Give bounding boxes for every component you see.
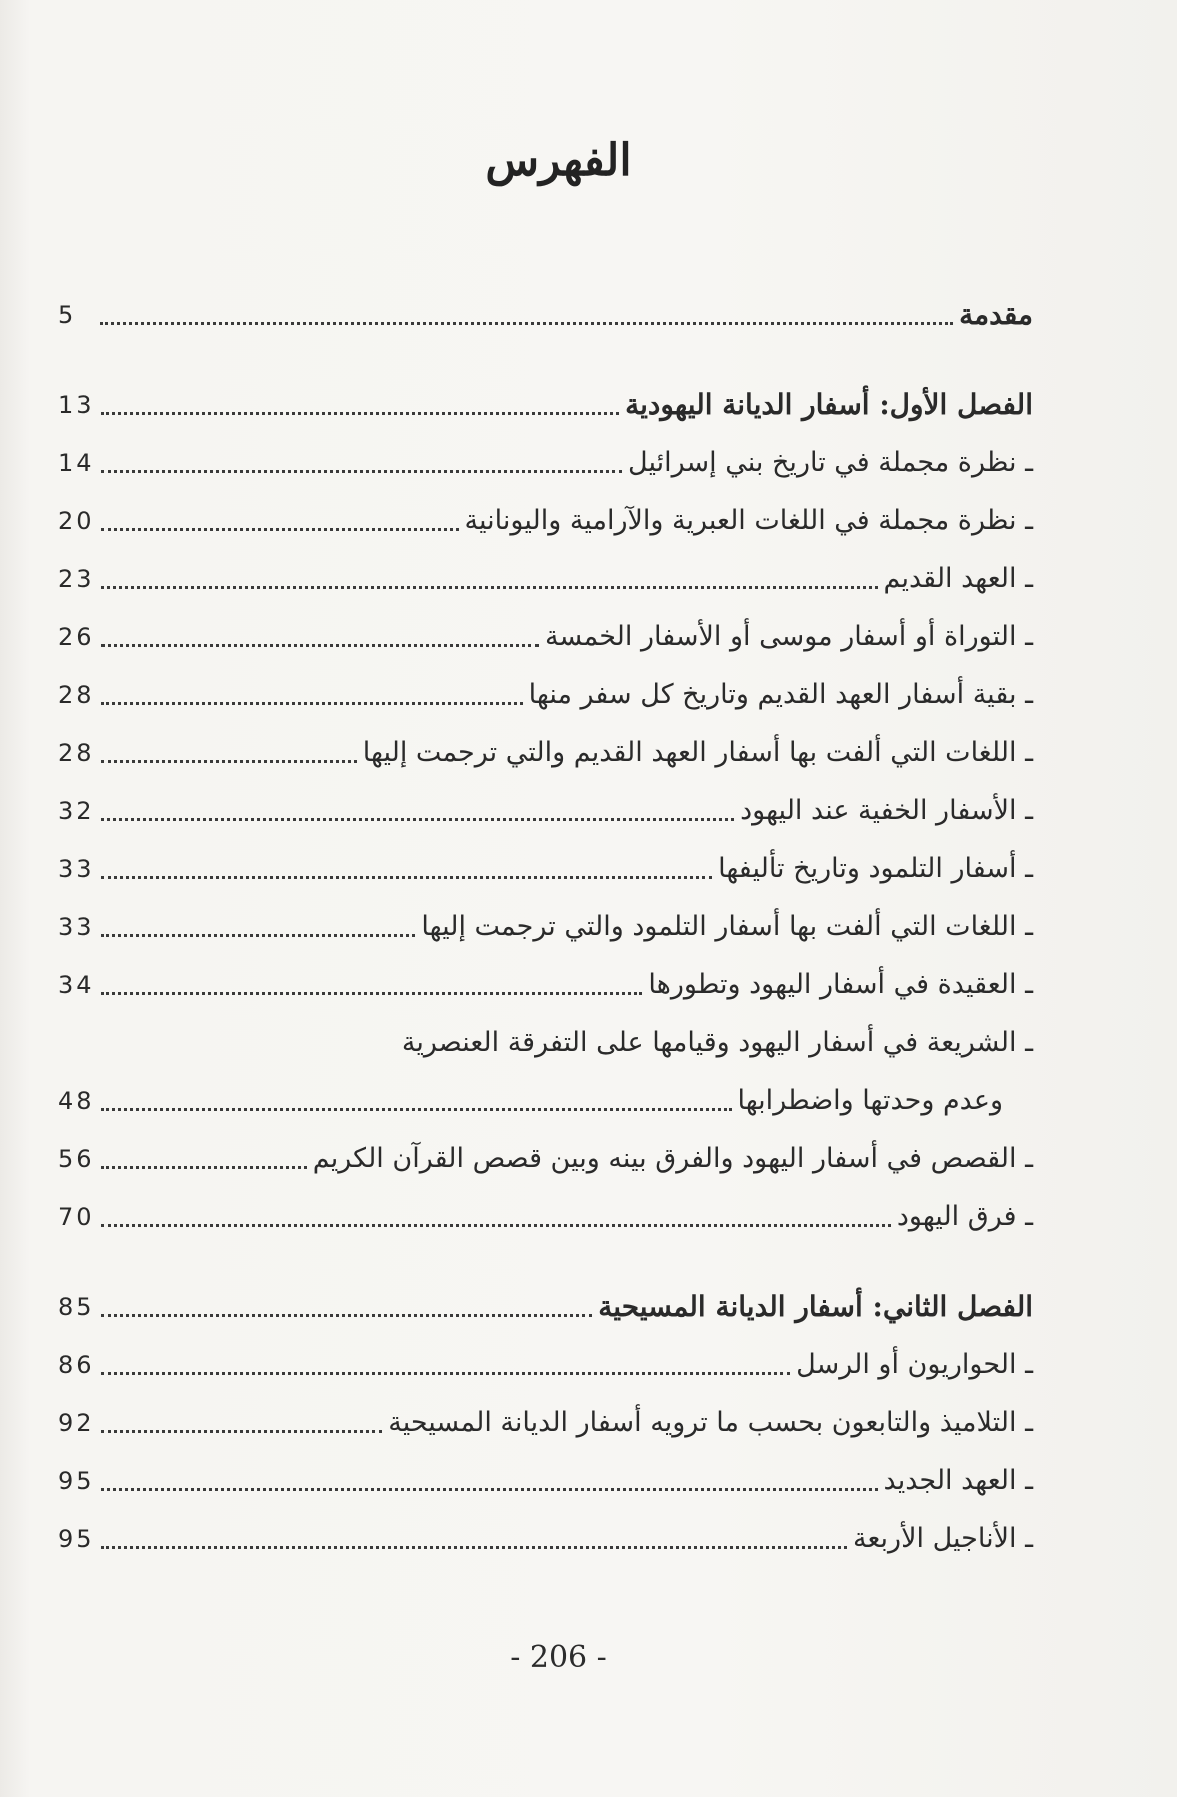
toc-entry-title: ـ التلاميذ والتابعون بحسب ما ترويه أسفار الديانة المسيحية bbox=[388, 1407, 1033, 1438]
toc-page-number: 13 bbox=[58, 391, 95, 419]
toc-row bbox=[58, 960, 1033, 1004]
dot-leader bbox=[101, 1166, 307, 1169]
toc-page-number: 33 bbox=[58, 855, 95, 883]
toc-row bbox=[58, 438, 1033, 482]
toc-page-number: 5 bbox=[58, 301, 77, 329]
dot-leader bbox=[101, 876, 713, 879]
toc-row bbox=[58, 1134, 1033, 1178]
footer-text: - 206 - bbox=[510, 1640, 607, 1675]
dot-leader bbox=[101, 1430, 383, 1433]
dot-leader bbox=[101, 1372, 791, 1375]
page-title-text: الفهرس bbox=[485, 135, 632, 186]
toc-entry-title: ـ الحواريون أو الرسل bbox=[796, 1349, 1033, 1380]
toc-row bbox=[58, 844, 1033, 888]
toc-page-number: 32 bbox=[58, 797, 95, 825]
page-number-footer bbox=[0, 1640, 1177, 1675]
toc-entry-title: ـ اللغات التي ألفت بها أسفار التلمود والتي ترجمت إليها bbox=[421, 911, 1033, 942]
dot-leader bbox=[101, 1488, 878, 1491]
toc-page-number: 86 bbox=[58, 1351, 95, 1379]
toc-entry-title: وعدم وحدتها واضطرابها bbox=[737, 1085, 1003, 1116]
toc-entry-title: ـ نظرة مجملة في اللغات العبرية والآرامية واليونانية bbox=[464, 505, 1033, 536]
dot-leader bbox=[101, 702, 523, 705]
dot-leader bbox=[100, 322, 953, 325]
toc-row bbox=[58, 728, 1033, 772]
toc-page-number: 95 bbox=[58, 1467, 95, 1495]
dot-leader bbox=[101, 818, 735, 821]
toc-row bbox=[58, 1076, 1033, 1120]
dot-leader bbox=[101, 760, 357, 763]
toc-row bbox=[58, 1018, 1033, 1062]
toc-entry-title: ـ بقية أسفار العهد القديم وتاريخ كل سفر منها bbox=[528, 679, 1033, 710]
toc-entry-title: ـ نظرة مجملة في تاريخ بني إسرائيل bbox=[628, 447, 1033, 478]
dot-leader bbox=[101, 1224, 891, 1227]
toc-row bbox=[58, 612, 1033, 656]
toc-entry-title: ـ الأسفار الخفية عند اليهود bbox=[740, 795, 1033, 826]
page-title bbox=[0, 135, 1177, 186]
dot-leader bbox=[101, 992, 643, 995]
toc-row bbox=[58, 290, 1033, 334]
dot-leader bbox=[101, 934, 416, 937]
dot-leader bbox=[101, 644, 540, 647]
toc-page-number: 34 bbox=[58, 971, 95, 999]
toc-entry-title: ـ أسفار التلمود وتاريخ تأليفها bbox=[718, 853, 1033, 884]
dot-leader bbox=[101, 586, 878, 589]
toc-row bbox=[58, 1340, 1033, 1384]
toc-page-number: 70 bbox=[58, 1203, 95, 1231]
dot-leader bbox=[101, 1314, 593, 1317]
toc-entry-title: ـ فرق اليهود bbox=[896, 1201, 1033, 1232]
toc-row bbox=[58, 1192, 1033, 1236]
toc-entry-title: ـ الشريعة في أسفار اليهود وقيامها على التفرقة العنصرية bbox=[401, 1027, 1033, 1058]
toc-row bbox=[58, 554, 1033, 598]
toc-page-number: 92 bbox=[58, 1409, 95, 1437]
toc-row bbox=[58, 902, 1033, 946]
toc-row bbox=[58, 380, 1033, 424]
dot-leader bbox=[101, 1546, 847, 1549]
toc-entry-title: ـ العهد القديم bbox=[883, 563, 1033, 594]
toc-entry-title: ـ الأناجيل الأربعة bbox=[853, 1523, 1033, 1554]
toc-row bbox=[58, 670, 1033, 714]
toc-row bbox=[58, 1398, 1033, 1442]
toc-page-number: 28 bbox=[58, 681, 95, 709]
toc-row bbox=[58, 496, 1033, 540]
toc-row bbox=[58, 1456, 1033, 1500]
toc-entry-title: مقدمة bbox=[959, 298, 1033, 331]
dot-leader bbox=[101, 528, 459, 531]
toc-entry-title: ـ التوراة أو أسفار موسى أو الأسفار الخمسة bbox=[545, 621, 1033, 652]
toc-page-number: 23 bbox=[58, 565, 95, 593]
toc-entry-title: الفصل الأول: أسفار الديانة اليهودية bbox=[625, 388, 1033, 421]
toc-row bbox=[58, 1282, 1033, 1326]
toc-row bbox=[58, 1514, 1033, 1558]
toc-entry-title: الفصل الثاني: أسفار الديانة المسيحية bbox=[598, 1290, 1033, 1323]
dot-leader bbox=[101, 1108, 732, 1111]
toc-entry-title: ـ العهد الجديد bbox=[883, 1465, 1033, 1496]
toc-entry-title: ـ العقيدة في أسفار اليهود وتطورها bbox=[648, 969, 1033, 1000]
toc-page-number: 20 bbox=[58, 507, 95, 535]
toc-page-number: 28 bbox=[58, 739, 95, 767]
toc-page-number: 95 bbox=[58, 1525, 95, 1553]
toc-page-number: 33 bbox=[58, 913, 95, 941]
toc-entry-title: ـ اللغات التي ألفت بها أسفار العهد القديم والتي ترجمت إليها bbox=[362, 737, 1033, 768]
dot-leader bbox=[101, 470, 622, 473]
dot-leader bbox=[101, 412, 620, 415]
toc-page-number: 26 bbox=[58, 623, 95, 651]
toc-entry-title: ـ القصص في أسفار اليهود والفرق بينه وبين قصص القرآن الكريم bbox=[312, 1143, 1033, 1174]
toc-page-number: 56 bbox=[58, 1145, 95, 1173]
toc-page-number: 85 bbox=[58, 1293, 95, 1321]
toc-row bbox=[58, 786, 1033, 830]
toc-page-number: 48 bbox=[58, 1087, 95, 1115]
toc-page-number: 14 bbox=[58, 449, 95, 477]
